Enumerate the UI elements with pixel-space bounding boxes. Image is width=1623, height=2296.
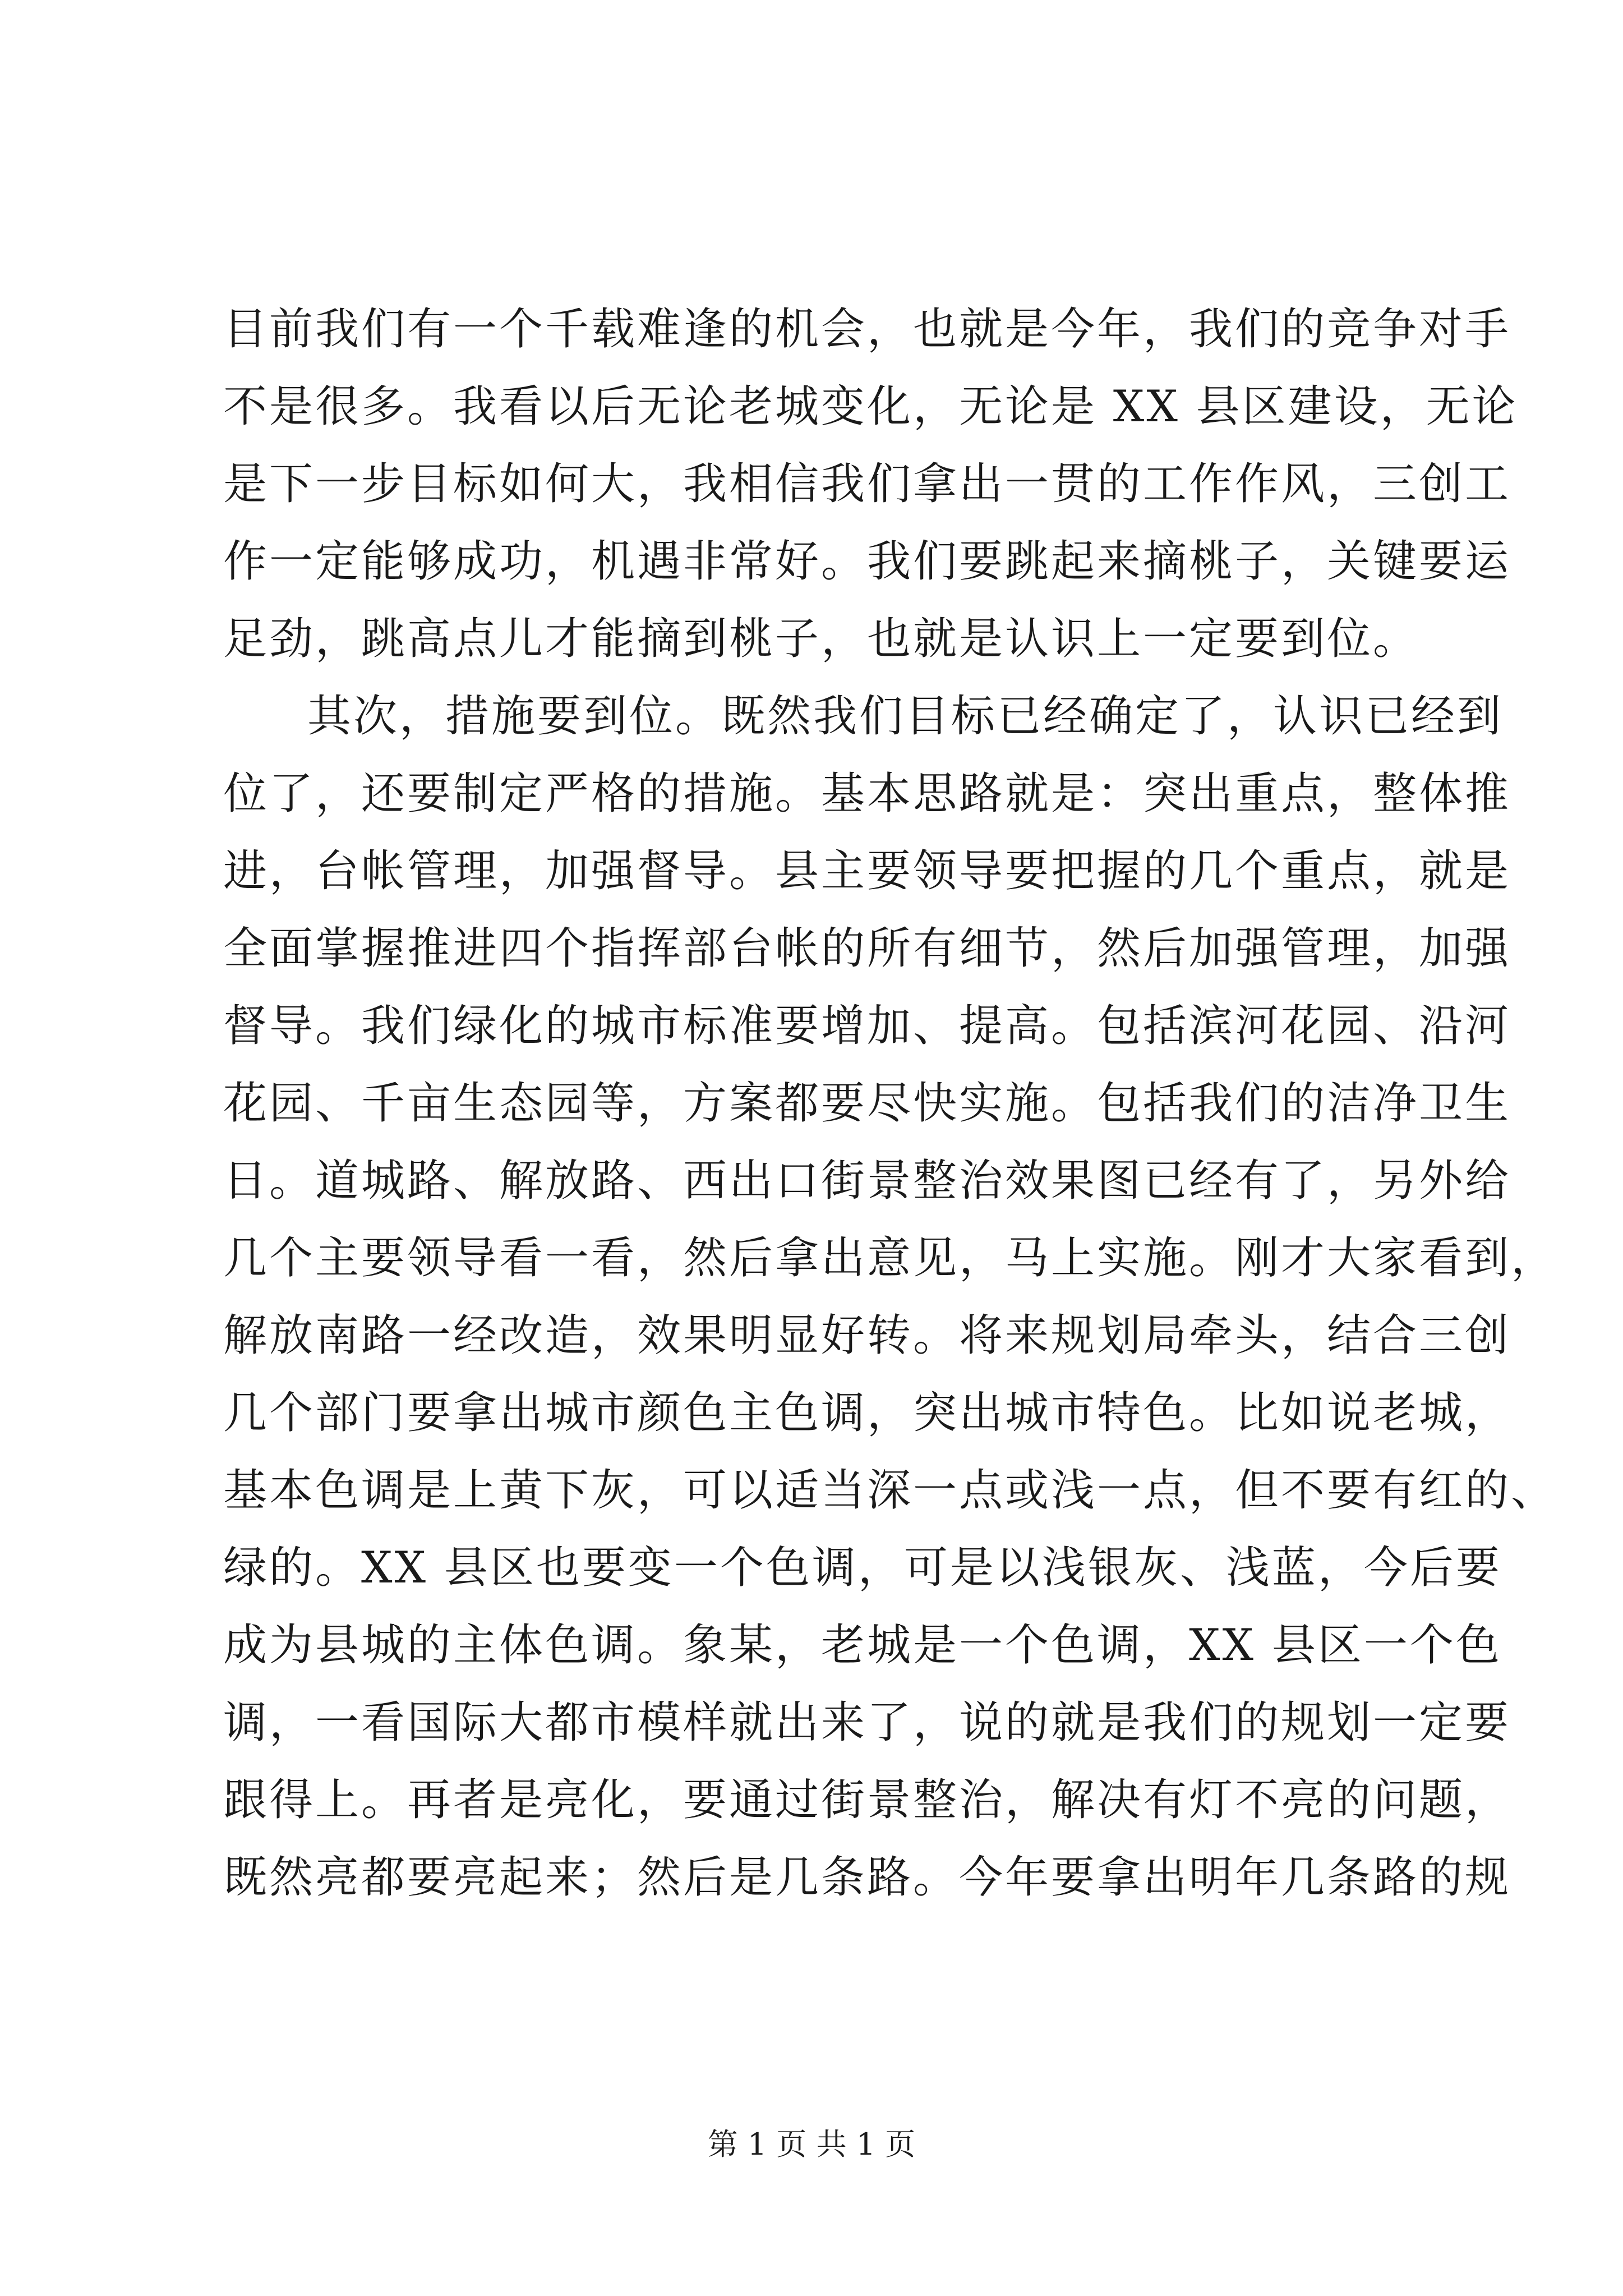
text-line: 是下一步目标如何大，我相信我们拿出一贯的工作作风，三创工 xyxy=(223,459,1511,509)
text-line: 几个主要领导看一看，然后拿出意见，马上实施。刚才大家看到， xyxy=(223,1233,1557,1283)
text-line: 目前我们有一个千载难逢的机会，也就是今年，我们的竞争对手 xyxy=(223,304,1511,355)
text-line: 跟得上。再者是亮化，要通过街景整治，解决有灯不亮的问题， xyxy=(223,1775,1511,1825)
text-line: 基本色调是上黄下灰，可以适当深一点或浅一点，但不要有红的、 xyxy=(223,1465,1557,1516)
text-line: 调，一看国际大都市模样就出来了，说的就是我们的规划一定要 xyxy=(223,1697,1511,1748)
text-line: 督导。我们绿化的城市标准要增加、提高。包括滨河花园、沿河 xyxy=(223,1001,1511,1051)
body-text xyxy=(223,291,1557,1916)
page-footer xyxy=(0,2125,1623,2164)
text-line: 解放南路一经改造，效果明显好转。将来规划局牵头，结合三创 xyxy=(223,1310,1511,1361)
text-line: 其次，措施要到位。既然我们目标已经确定了，认识已经到 xyxy=(307,691,1504,742)
page-number-label: 第 1 页 共 1 页 xyxy=(707,2127,916,2162)
text-line: 进，台帐管理，加强督导。县主要领导要把握的几个重点，就是 xyxy=(223,846,1511,896)
text-line: 全面掌握推进四个指挥部台帐的所有细节，然后加强管理，加强 xyxy=(223,923,1511,974)
text-line: 足劲，跳高点儿才能摘到桃子，也就是认识上一定要到位。 xyxy=(223,614,1419,664)
text-line: 绿的。XX 县区也要变一个色调，可是以浅银灰、浅蓝，今后要 xyxy=(223,1543,1502,1593)
text-line: 既然亮都要亮起来；然后是几条路。今年要拿出明年几条路的规 xyxy=(223,1852,1511,1903)
text-line: 不是很多。我看以后无论老城变化，无论是 XX 县区建设，无论 xyxy=(223,381,1518,432)
text-line: 成为县城的主体色调。象某，老城是一个色调，XX 县区一个色 xyxy=(223,1620,1502,1671)
text-line: 花园、千亩生态园等，方案都要尽快实施。包括我们的洁净卫生 xyxy=(223,1078,1511,1129)
text-line: 几个部门要拿出城市颜色主色调，突出城市特色。比如说老城， xyxy=(223,1388,1511,1438)
text-line: 作一定能够成功，机遇非常好。我们要跳起来摘桃子，关键要运 xyxy=(223,536,1511,587)
text-line: 日。道城路、解放路、西出口街景整治效果图已经有了，另外给 xyxy=(223,1156,1511,1206)
text-line: 位了，还要制定严格的措施。基本思路就是：突出重点，整体推 xyxy=(223,769,1511,819)
